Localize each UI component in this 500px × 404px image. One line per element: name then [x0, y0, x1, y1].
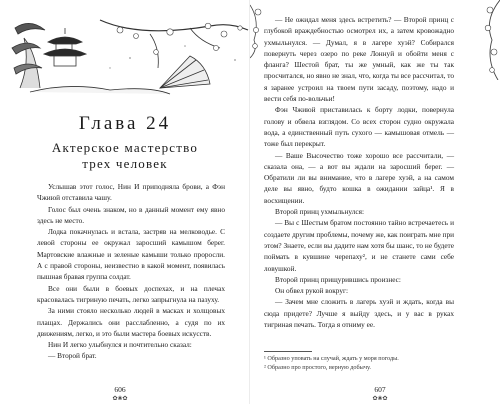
paragraph: Голос был очень знаком, но в данный момент ему явно здесь не место.: [37, 204, 225, 225]
chapter-title-line-1: Актерское мастерство: [51, 140, 199, 155]
right-body-text: [264, 14, 454, 330]
paragraph: Услышав этот голос, Нин И приподняла брови, а Фэн Чжиюй отставила чашу.: [37, 182, 225, 203]
footnote-divider: [264, 351, 312, 352]
page-ornament-right: ✿❀✿: [372, 396, 388, 402]
paragraph: Лодка покачнулась и встала, застряв на мелководье. С левой стороны ее окружал заросший камышом берег. Мартовские влажные и зеленые камыши только проросли. А с правой стороны, неизвестно в какой момент, появилась пышная бравая группа солдат.: [37, 227, 225, 282]
chapter-number: Глава 24: [78, 113, 172, 134]
paragraph: — Второй брат.: [48, 351, 97, 361]
page-number-left: 606: [114, 385, 126, 394]
footnote-1: ¹ Образно уповать на случай, ждать у моря погоды.: [264, 355, 399, 362]
paragraph: — Ваше Высочество тоже хорошо все рассчитали, — сказала она, — а вот вы ждали на заросший берег. — Обратили ли вы внимание, что в лагере хуэй, а на самом деле вы явно, будто кошка в ожидании зайца¹. Я в восхищении.: [264, 150, 454, 205]
chapter-illustration: [10, 8, 250, 96]
left-body-text: [37, 181, 225, 362]
footnote-2: ² Образно про простого, верную добычу.: [264, 364, 371, 371]
paragraph: — Вы с Шестым братом постоянно тайно встречаетесь и создаете другим проблемы, почему же, как поиграть мне при этом? Знаете, если вы дадите нам хотя бы шанс, то не будете поймать в кувшине черепаху², и не станете сами себе ловушкой.: [264, 218, 454, 273]
paragraph: За ними стояло несколько людей в масках и холщовых плащах. Держались они расслабленно, а судя по их движениям, легко, и это были мастера боевых искусств.: [37, 306, 225, 338]
chapter-title-line-2: трех человек: [82, 156, 168, 171]
page-ornament-left: ✿❀✿: [112, 396, 128, 402]
paragraph: Второй принц прищурившись произнес:: [275, 274, 401, 284]
paragraph: — Зачем мне сложить в лагерь хуэй и ждать, когда вы сюда придете? Лучше я выйду здесь, и у вас в руках тигриная печать. Тогда я отниму ее.: [264, 297, 454, 330]
paragraph: Нин И легко улыбнулся и почтительно сказал:: [48, 340, 192, 350]
right-page: [250, 0, 500, 404]
paragraph: — Не ожидал меня здесь встретить? — Второй принц с глубокой враждебностью осмотрел их, а затем кровожадно ухмыльнулся. — Думал, я в лагере хуэй? Собирался повернуть через озеро по реке Лоннуй и обойти меня с фланга? Шестой брат, ты же умный, как же ты так просчитался, но явно не знал, что, когда ты все рассчитал, то я заранее устроил на твоем пути засаду, поэтому, надо и вести себя по-вольчьи!: [264, 15, 454, 104]
corner-branch-decoration: [476, 0, 500, 80]
paragraph: Второй принц ухмыльнулся:: [275, 207, 365, 217]
paragraph: Он обвел рукой вокруг:: [275, 286, 349, 296]
page-number-right: 607: [374, 385, 386, 394]
paragraph: Фэн Чжиюй приставилась к борту лодки, повернула голову и обвела взглядом. Со всех сторон судно окружала вода, а единственный путь сухого — камышовая отмель — тоже был перекрыт.: [264, 105, 454, 149]
paragraph: Все они были в боевых доспехах, и на плечах красовалась тигриную печать, легко запрыгнула на пазуху.: [37, 283, 225, 304]
